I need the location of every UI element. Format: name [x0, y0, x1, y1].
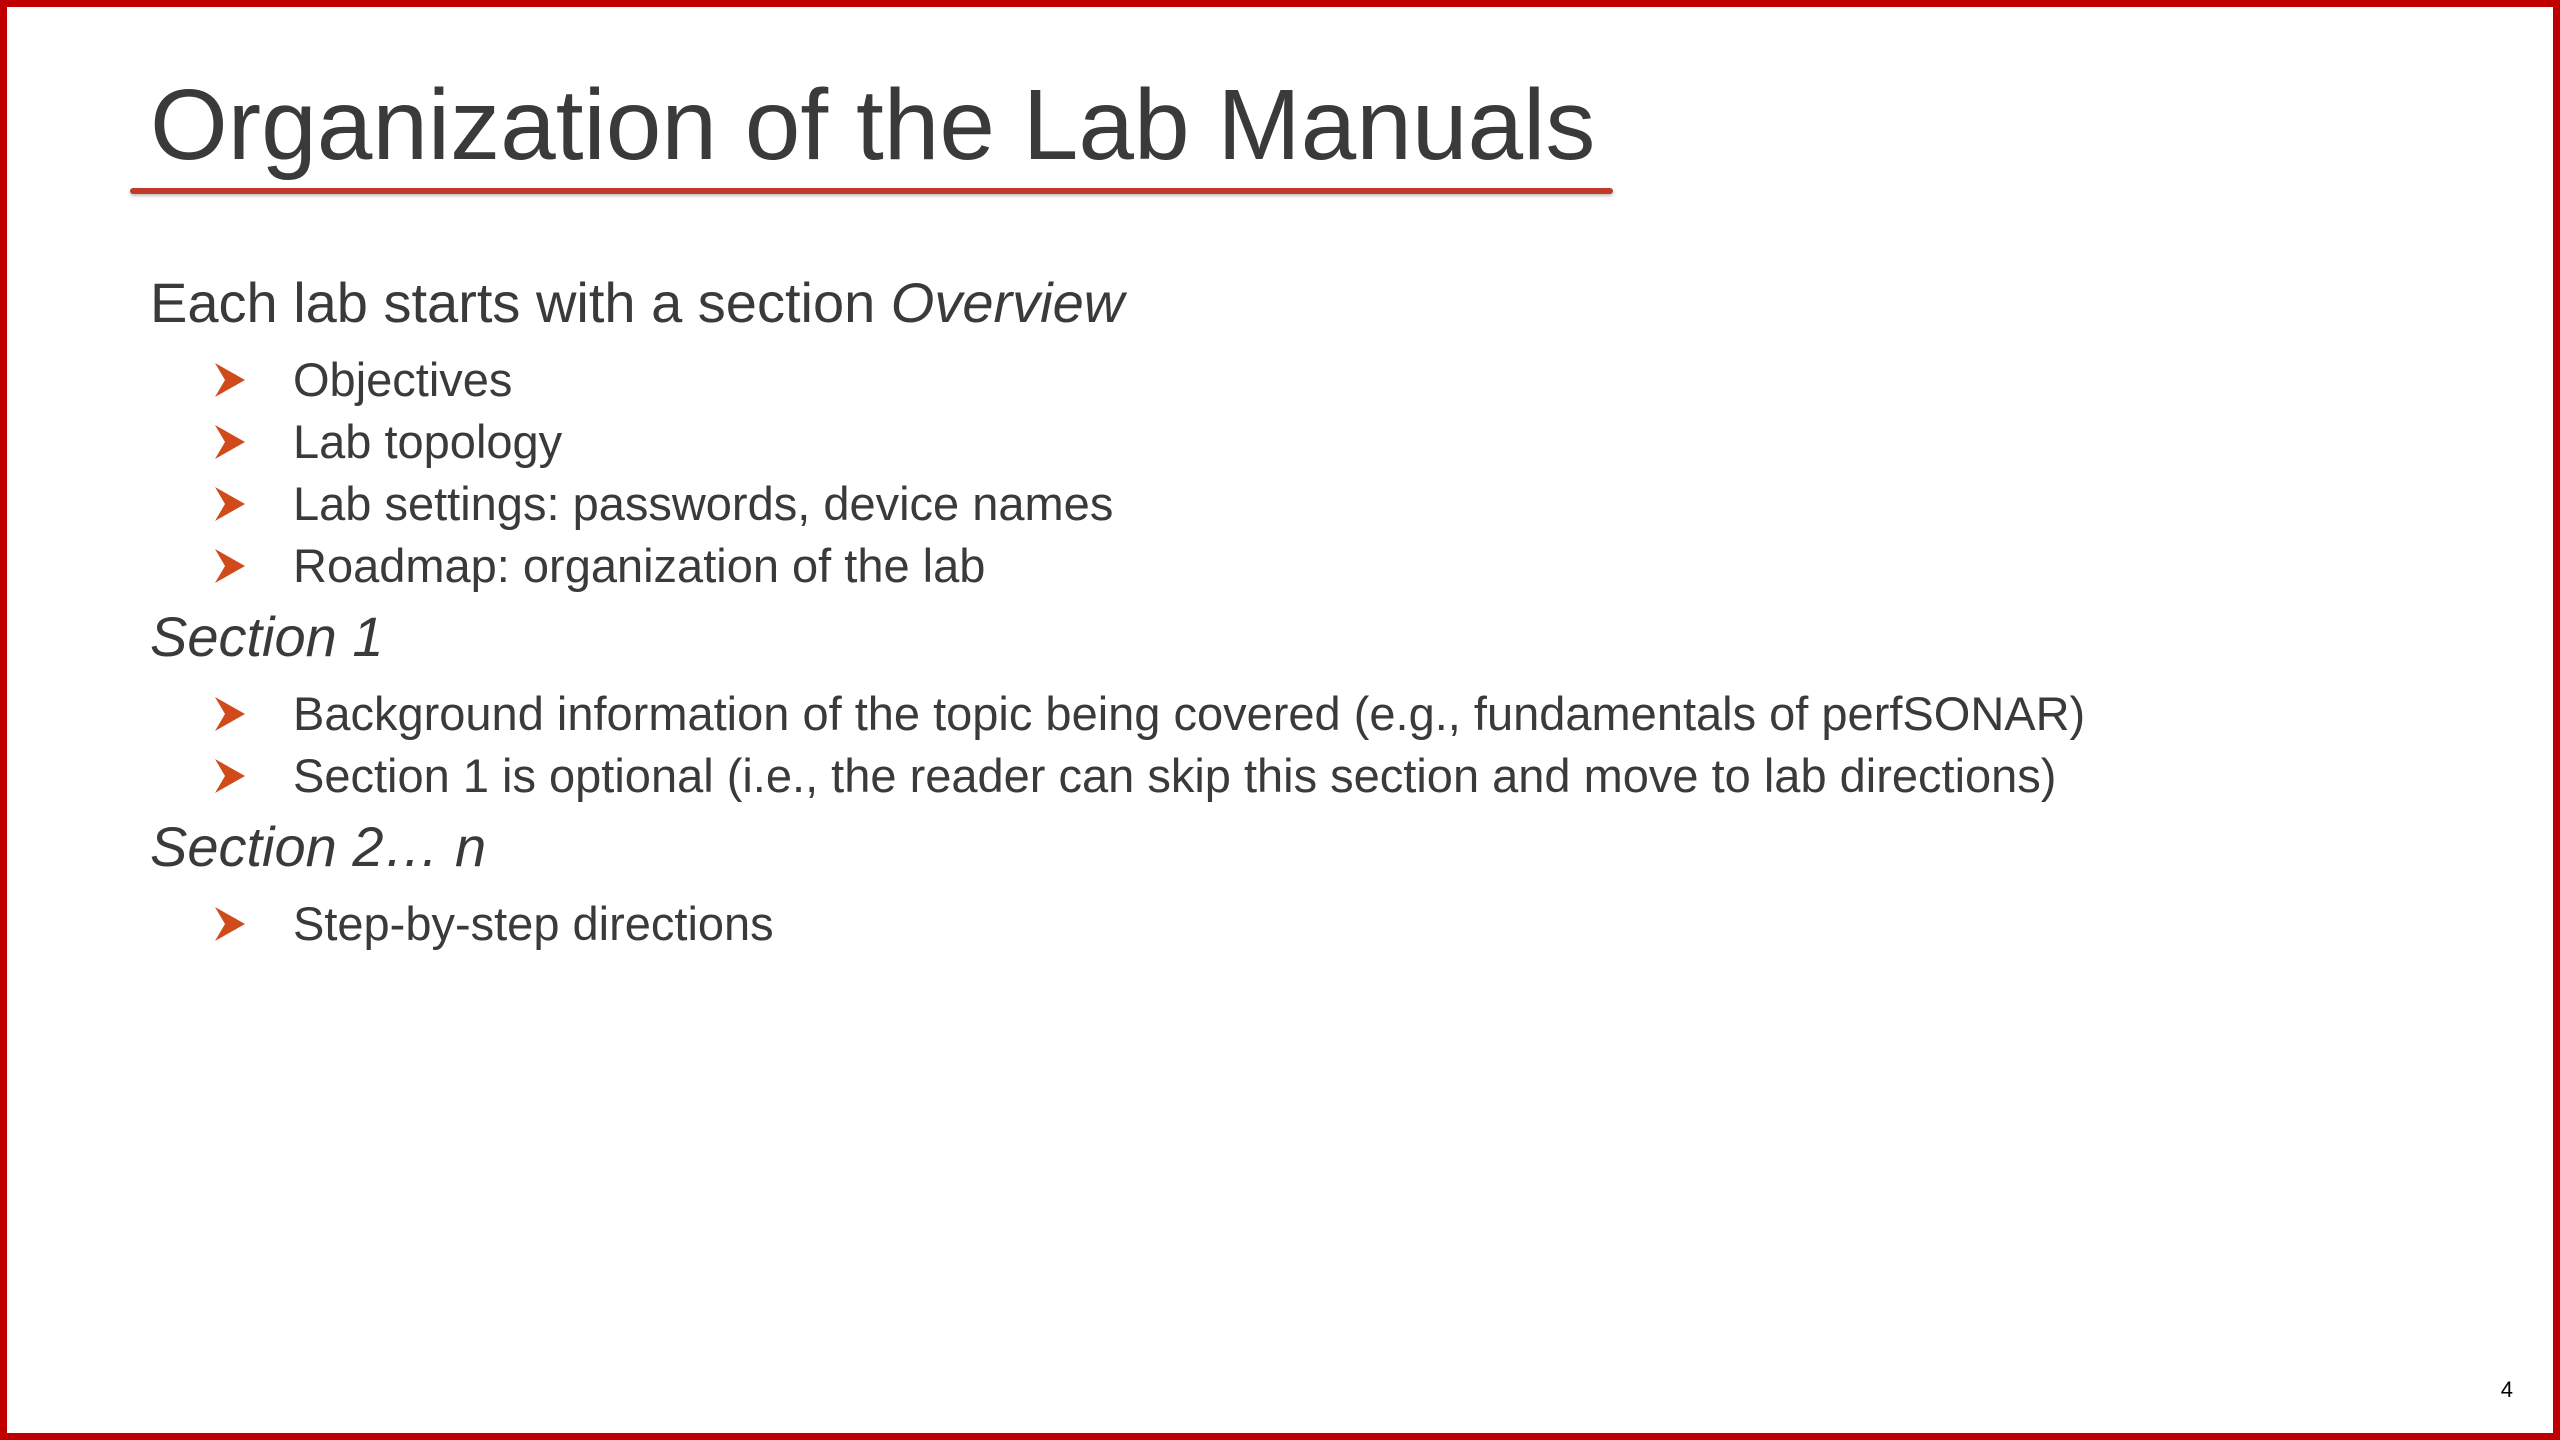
bullet-text: Background information of the topic being covered (e.g., fundamentals of perfSONAR)	[293, 687, 2086, 740]
section-heading-section-1	[150, 597, 2450, 677]
bullet-item	[150, 473, 2450, 535]
bullet-text: Lab topology	[293, 415, 563, 468]
bullet-text: Lab settings: passwords, device names	[293, 477, 1114, 530]
bullet-item	[150, 683, 2450, 745]
bullet-item	[150, 349, 2450, 411]
arrow-bullet-icon	[213, 485, 247, 523]
bullet-item	[150, 745, 2450, 807]
arrow-bullet-icon	[213, 361, 247, 399]
bullet-item	[150, 893, 2450, 955]
slide-title: Organization of the Lab Manuals	[150, 69, 1596, 181]
page-number: 4	[2500, 1377, 2513, 1402]
arrow-bullet-icon	[213, 905, 247, 943]
arrow-bullet-icon	[213, 423, 247, 461]
bullet-text: Section 1 is optional (i.e., the reader can skip this section and move to lab directions)	[293, 749, 2057, 802]
section-heading-text: Each lab starts with a section	[150, 271, 891, 334]
title-underline	[130, 188, 1613, 194]
slide-body	[150, 263, 2450, 955]
bullet-text: Step-by-step directions	[293, 897, 774, 950]
bullet-item	[150, 411, 2450, 473]
section-heading-italic: Section 2… n	[150, 815, 487, 878]
bullet-text: Roadmap: organization of the lab	[293, 539, 986, 592]
arrow-bullet-icon	[213, 757, 247, 795]
bullet-text: Objectives	[293, 353, 513, 406]
section-heading-overview	[150, 263, 2450, 343]
section-heading-italic: Section 1	[150, 605, 384, 668]
arrow-bullet-icon	[213, 695, 247, 733]
bullet-item	[150, 535, 2450, 597]
arrow-bullet-icon	[213, 547, 247, 585]
section-heading-italic: Overview	[890, 271, 1125, 334]
section-heading-section-2-n	[150, 807, 2450, 887]
